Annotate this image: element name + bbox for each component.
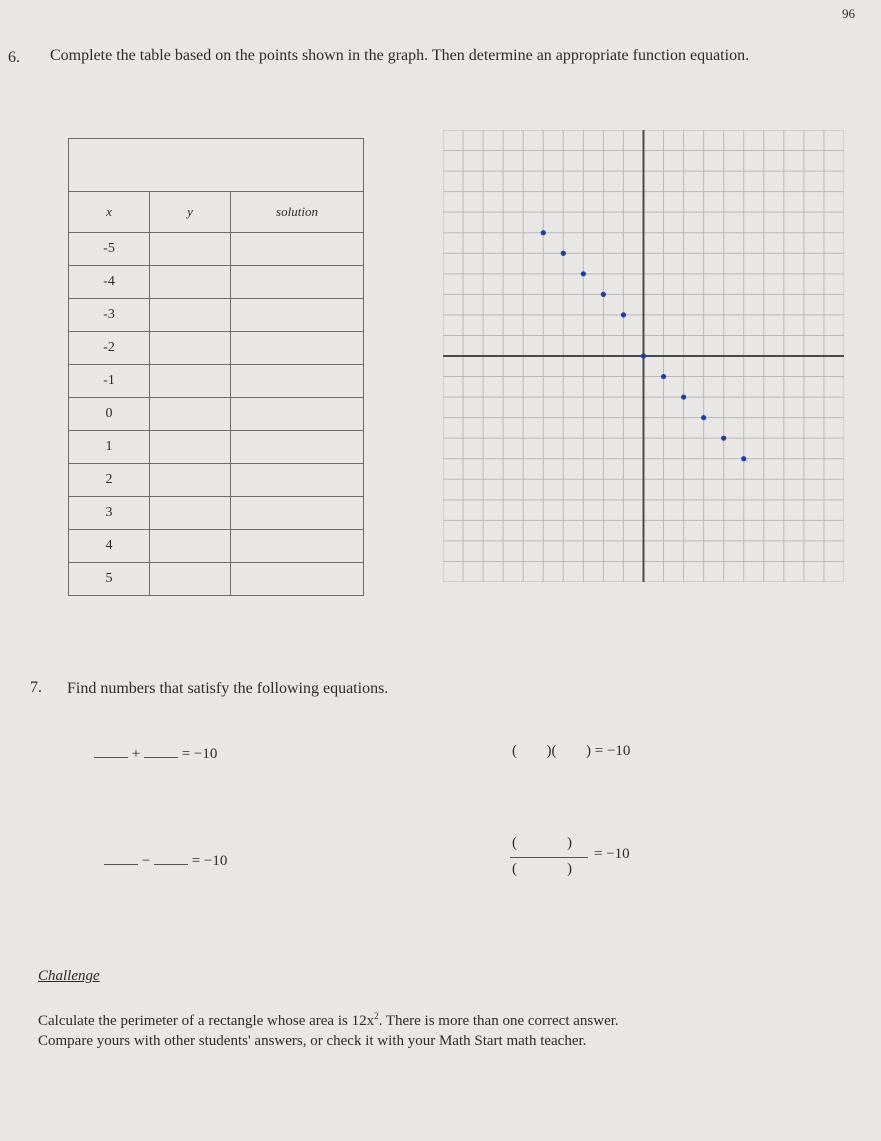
plus-sign: + <box>131 746 141 762</box>
challenge-text-line1 <box>38 1011 619 1030</box>
equation-multiplication <box>512 743 630 760</box>
coordinate-graph <box>443 130 844 582</box>
table-row <box>69 299 364 332</box>
solution-cell[interactable] <box>231 365 364 398</box>
solution-cell[interactable] <box>231 398 364 431</box>
y-cell[interactable] <box>150 332 231 365</box>
question-7-text: Find numbers that satisfy the following equations. <box>67 680 389 697</box>
table-row <box>69 431 364 464</box>
question-7-number: 7. <box>30 679 42 696</box>
solution-cell[interactable] <box>231 332 364 365</box>
table-row <box>69 563 364 596</box>
y-cell[interactable] <box>150 431 231 464</box>
x-cell: 4 <box>69 530 150 563</box>
page-number: 96 <box>842 6 855 21</box>
graph-point <box>561 251 566 256</box>
table-row <box>69 497 364 530</box>
graph-point <box>681 394 686 399</box>
paren-open: ( <box>512 743 517 759</box>
graph-point <box>581 271 586 276</box>
solution-cell[interactable] <box>231 464 364 497</box>
y-cell[interactable] <box>150 233 231 266</box>
y-cell[interactable] <box>150 464 231 497</box>
challenge-text-a: Calculate the perimeter of a rectangle whose area is 12x <box>38 1013 375 1029</box>
equation-rhs: ) = −10 <box>586 743 631 759</box>
y-cell[interactable] <box>150 563 231 596</box>
equation-rhs: = −10 <box>191 853 228 869</box>
x-cell: 3 <box>69 497 150 530</box>
division-rhs: = −10 <box>594 846 630 862</box>
blank-subtrahend[interactable] <box>154 850 188 865</box>
numerator[interactable] <box>512 835 572 852</box>
challenge-text-line2: Compare yours with other students' answers, or check it with your Math Start math teacher. <box>38 1033 587 1049</box>
table-title-cell[interactable] <box>69 139 364 192</box>
x-cell: -4 <box>69 266 150 299</box>
x-cell: -3 <box>69 299 150 332</box>
table-row <box>69 530 364 563</box>
graph-point <box>641 353 646 358</box>
exponent: 2 <box>374 1011 379 1021</box>
denominator-paren-close: ) <box>567 861 572 877</box>
equation-rhs: = −10 <box>181 746 218 762</box>
y-cell[interactable] <box>150 266 231 299</box>
x-cell: -5 <box>69 233 150 266</box>
y-cell[interactable] <box>150 530 231 563</box>
question-6-text: Complete the table based on the points shown in the graph. Then determine an appropriate function equation. <box>50 47 750 64</box>
graph-point <box>621 312 626 317</box>
solution-cell[interactable] <box>231 563 364 596</box>
numerator-paren-open: ( <box>512 835 517 851</box>
paren-pair: )( <box>546 743 557 759</box>
table-row <box>69 365 364 398</box>
graph-point <box>661 374 666 379</box>
header-solution: solution <box>231 192 364 233</box>
solution-cell[interactable] <box>231 431 364 464</box>
challenge-text-b: . There is more than one correct answer. <box>378 1013 619 1029</box>
x-cell: -2 <box>69 332 150 365</box>
x-cell: -1 <box>69 365 150 398</box>
table-row <box>69 398 364 431</box>
denominator[interactable] <box>512 861 572 878</box>
table-row <box>69 332 364 365</box>
blank-addend-1[interactable] <box>94 743 128 758</box>
solution-cell[interactable] <box>231 233 364 266</box>
graph-point <box>721 436 726 441</box>
minus-sign: − <box>141 853 151 869</box>
graph-point <box>601 292 606 297</box>
x-cell: 5 <box>69 563 150 596</box>
blank-addend-2[interactable] <box>144 743 178 758</box>
graph-point <box>741 456 746 461</box>
function-table <box>68 138 364 596</box>
x-cell: 0 <box>69 398 150 431</box>
y-cell[interactable] <box>150 398 231 431</box>
table-row <box>69 233 364 266</box>
equation-division <box>510 835 590 883</box>
header-y: y <box>150 192 231 233</box>
solution-cell[interactable] <box>231 497 364 530</box>
equation-subtraction <box>104 850 227 870</box>
graph-point <box>701 415 706 420</box>
header-x: x <box>69 192 150 233</box>
fraction-bar <box>510 857 588 858</box>
table-row <box>69 464 364 497</box>
table-row <box>69 266 364 299</box>
denominator-paren-open: ( <box>512 861 517 877</box>
equation-addition <box>94 743 217 763</box>
solution-cell[interactable] <box>231 530 364 563</box>
y-cell[interactable] <box>150 365 231 398</box>
solution-cell[interactable] <box>231 299 364 332</box>
blank-minuend[interactable] <box>104 850 138 865</box>
graph-point <box>541 230 546 235</box>
question-6-number: 6. <box>8 49 20 66</box>
numerator-paren-close: ) <box>567 835 572 851</box>
solution-cell[interactable] <box>231 266 364 299</box>
x-cell: 2 <box>69 464 150 497</box>
y-cell[interactable] <box>150 497 231 530</box>
y-cell[interactable] <box>150 299 231 332</box>
challenge-title: Challenge <box>38 968 100 984</box>
x-cell: 1 <box>69 431 150 464</box>
